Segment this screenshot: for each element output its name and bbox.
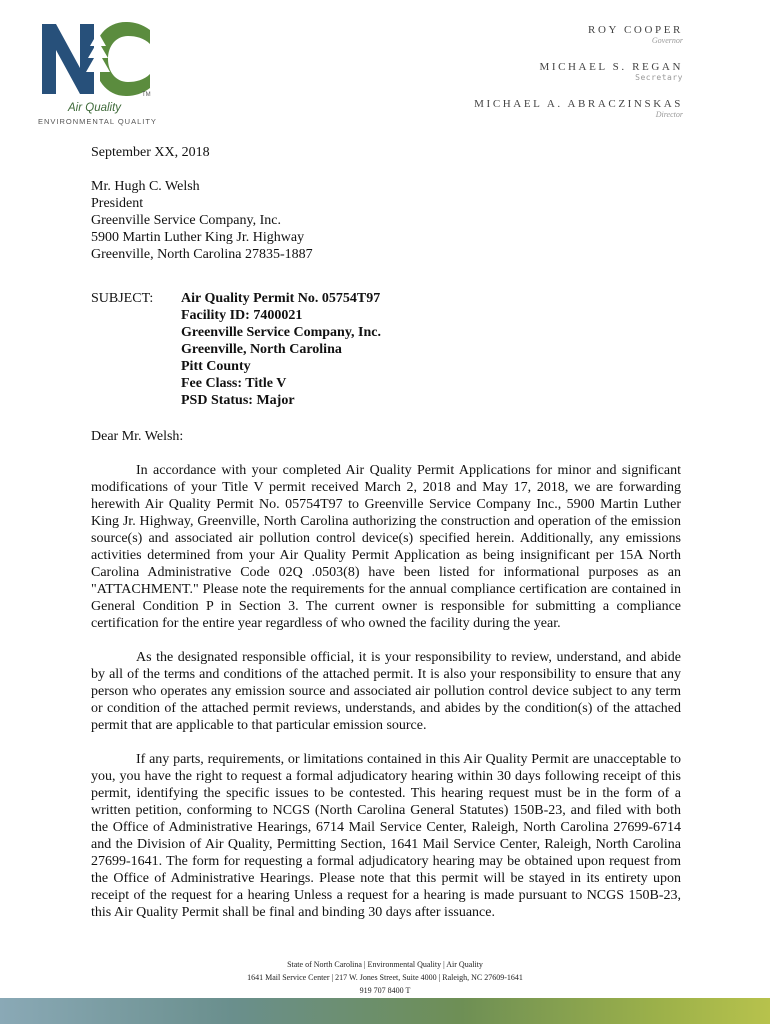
nc-logo-mark [38, 16, 158, 102]
footer-line-3: 919 707 8400 T [359, 986, 411, 995]
subject-fee-class: Fee Class: Title V [181, 376, 287, 391]
letterhead-footer [0, 958, 770, 997]
subject-block [91, 290, 681, 409]
subject-company: Greenville Service Company, Inc. [181, 325, 381, 340]
subject-psd-status: PSD Status: Major [181, 393, 295, 408]
secretary-name: MICHAEL S. REGAN [539, 61, 683, 73]
subject-label: SUBJECT: [91, 291, 154, 306]
logo-division-name: Air Quality [68, 102, 122, 114]
recipient-city: Greenville, North Carolina 27835-1887 [91, 247, 313, 262]
subject-permit-no: Air Quality Permit No. 05754T97 [181, 291, 381, 306]
footer-line-2: 1641 Mail Service Center | 217 W. Jones Street, Suite 4000 | Raleigh, NC 27609-1641 [247, 973, 523, 982]
paragraph-1: In accordance with your completed Air Quality Permit Applications for minor and significant modifications of your Title V permit received March 2, 2018 and May 17, 2018, we are forwarding herewith Air Quality Permit No. 05754T97 to Greenville Service Company Inc., 5900 Martin Luther King Jr. Highway, Greenville, North Carolina authorizing the construction and operation of the emission source(s) and associated air pollution control device(s) specified herein. Additionally, any emissions activities determined from your Air Quality Permit Application as being insignificant per 15A North Carolina Administrative Code 02Q .0503(8) have been listed for informational purposes as an "ATTACHMENT." Please note the requirements for the annual compliance certification are contained in General Condition P in Section 3. The current owner is responsible for submitting a compliance certification for the entire year regardless of who owned the facility during the year. [91, 463, 681, 631]
subject-county: Pitt County [181, 359, 251, 374]
director-title: Director [655, 110, 683, 119]
officials-block [474, 24, 683, 135]
letter-date: September XX, 2018 [91, 145, 210, 160]
recipient-address [91, 178, 681, 263]
subject-location: Greenville, North Carolina [181, 342, 342, 357]
footer-line-1: State of North Carolina | Environmental Quality | Air Quality [287, 960, 483, 969]
subject-lines [181, 290, 381, 409]
recipient-title: President [91, 196, 144, 211]
nc-deq-logo [38, 16, 158, 128]
trademark-mark: TM [142, 92, 151, 98]
recipient-street: 5900 Martin Luther King Jr. Highway [91, 230, 305, 245]
governor-title: Governor [651, 36, 683, 45]
recipient-name: Mr. Hugh C. Welsh [91, 179, 200, 194]
secretary-title: Secretary [635, 73, 683, 82]
salutation: Dear Mr. Welsh: [91, 429, 184, 444]
director-name: MICHAEL A. ABRACZINSKAS [474, 98, 683, 110]
subject-facility-id: Facility ID: 7400021 [181, 308, 303, 323]
governor-name: ROY COOPER [588, 24, 683, 36]
letter-body [91, 144, 681, 921]
recipient-company: Greenville Service Company, Inc. [91, 213, 281, 228]
footer-color-bar [0, 998, 770, 1024]
paragraph-3: If any parts, requirements, or limitations contained in this Air Quality Permit are unacceptable to you, you have the right to request a formal adjudicatory hearing within 30 days following receipt of this permit, identifying the specific issues to be contested. This hearing request must be in the form of a written petition, conforming to NCGS (North Carolina General Statutes) 150B-23, and filed with both the Office of Administrative Hearings, 6714 Mail Service Center, Raleigh, North Carolina 27699-6714 and the Division of Air Quality, Permitting Section, 1641 Mail Service Center, Raleigh, North Carolina 27699-1641. The form for requesting a formal adjudicatory hearing may be obtained upon request from the Office of Administrative Hearings. Please note that this permit will be stayed in its entirety upon receipt of the request for a hearing Unless a request for a hearing is made pursuant to NCGS 150B-23, this Air Quality Permit shall be final and binding 30 days after issuance. [91, 752, 681, 920]
paragraph-2: As the designated responsible official, it is your responsibility to review, understand, and abide by all of the terms and conditions of the attached permit. It is also your responsibility to ensure that any person who operates any emission source and associated air pollution control device subject to any term or condition of the attached permit reviews, understands, and abides by the condition(s) of the attached permit that are applicable to that particular emission source. [91, 650, 681, 733]
logo-department-name: ENVIRONMENTAL QUALITY [38, 117, 157, 126]
